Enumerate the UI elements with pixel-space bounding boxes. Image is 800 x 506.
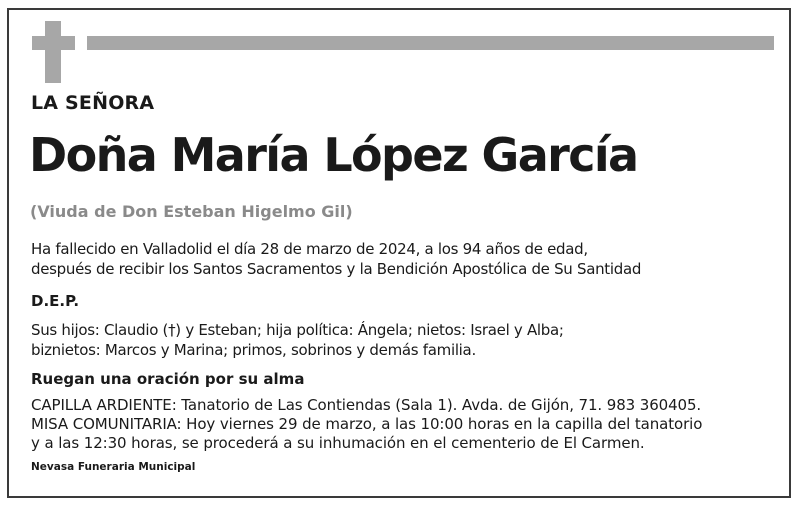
heading-title: LA SEÑORA	[31, 92, 155, 114]
cross-vertical-bar	[45, 21, 61, 83]
prayer-request: Ruegan una oración por su alma	[31, 370, 305, 388]
family-line: biznietos: Marcos y Marina; primos, sobrinos y demás familia.	[31, 341, 476, 359]
widow-subtitle: (Viuda de Don Esteban Higelmo Gil)	[30, 202, 353, 221]
family-list	[31, 320, 564, 360]
deceased-name: Doña María López García	[29, 128, 638, 182]
dep-label: D.E.P.	[31, 292, 80, 310]
cross-horizontal-bar	[32, 36, 75, 50]
service-details	[31, 396, 702, 453]
service-line: y a las 12:30 horas, se procederá a su inhumación en el cementerio de El Carmen.	[31, 434, 645, 452]
death-announcement	[31, 239, 641, 279]
header-rule	[87, 36, 774, 50]
announcement-line: después de recibir los Santos Sacramentos y la Bendición Apostólica de Su Santidad	[31, 260, 642, 278]
service-line: MISA COMUNITARIA: Hoy viernes 29 de marzo, a las 10:00 horas en la capilla del tanatorio	[31, 415, 703, 433]
funeral-home-credit: Nevasa Funeraria Municipal	[31, 461, 196, 473]
announcement-line: Ha fallecido en Valladolid el día 28 de marzo de 2024, a los 94 años de edad,	[31, 240, 588, 258]
service-line: CAPILLA ARDIENTE: Tanatorio de Las Contiendas (Sala 1). Avda. de Gijón, 71. 983 360405.	[31, 396, 702, 414]
family-line: Sus hijos: Claudio (†) y Esteban; hija política: Ángela; nietos: Israel y Alba;	[31, 321, 564, 339]
